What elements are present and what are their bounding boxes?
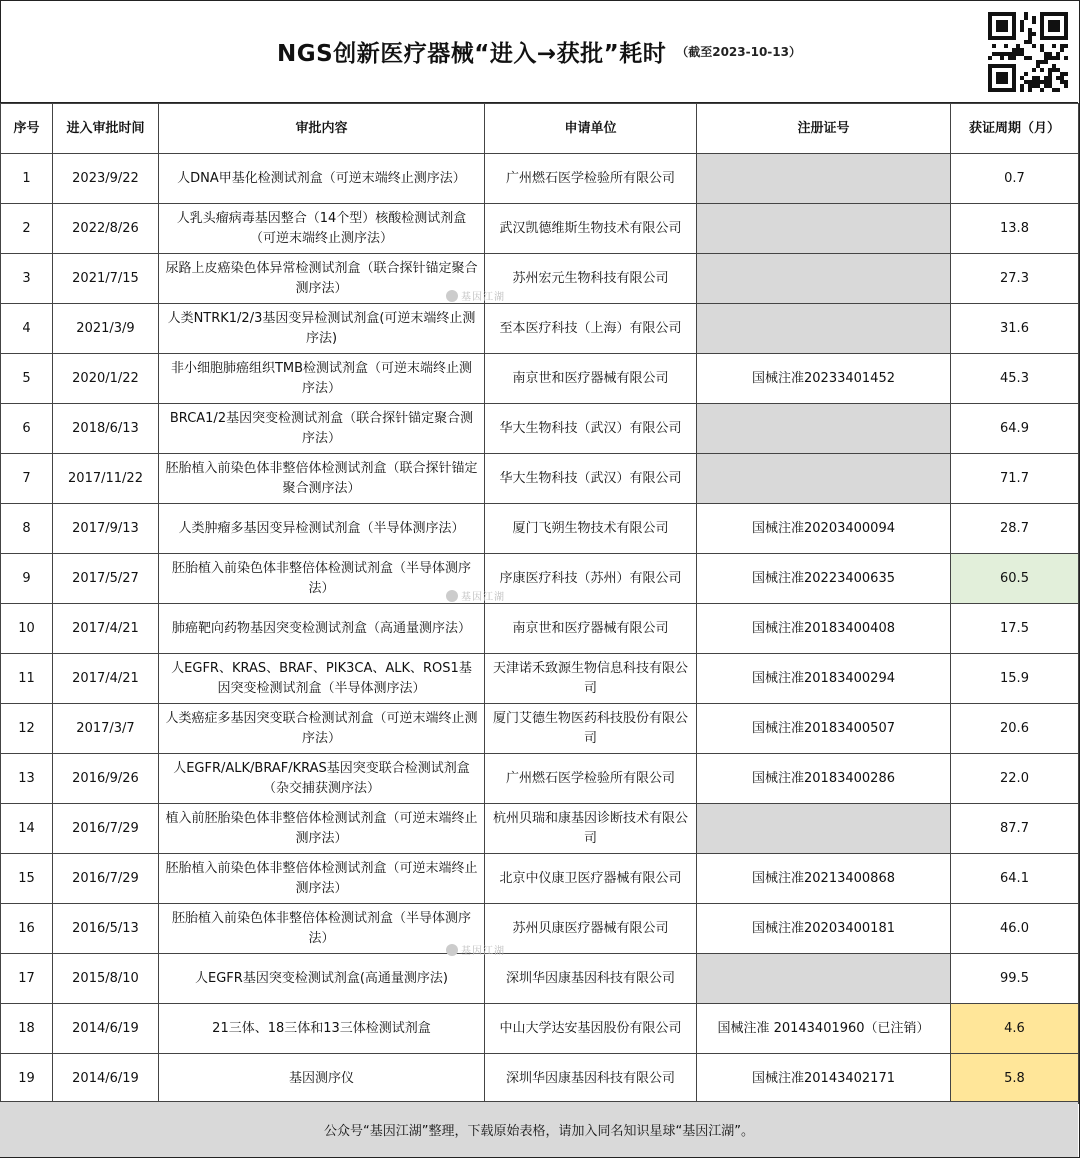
cell-no: 10 xyxy=(1,604,53,654)
cell-months: 4.6 xyxy=(951,1004,1079,1054)
cell-date: 2017/9/13 xyxy=(53,504,159,554)
title-bar xyxy=(0,0,1078,104)
table-row xyxy=(1,604,1079,654)
header-content: 审批内容 xyxy=(159,104,485,154)
cell-months: 46.0 xyxy=(951,904,1079,954)
cell-content: 植入前胚胎染色体非整倍体检测试剂盒（可逆末端终止测序法） xyxy=(159,804,485,854)
table-row xyxy=(1,904,1079,954)
cell-months: 71.7 xyxy=(951,454,1079,504)
cell-no: 11 xyxy=(1,654,53,704)
watermark-logo-icon xyxy=(446,590,458,602)
cell-reg xyxy=(697,304,951,354)
table-row xyxy=(1,554,1079,604)
cell-org: 中山大学达安基因股份有限公司 xyxy=(485,1004,697,1054)
table-row xyxy=(1,204,1079,254)
cell-months: 22.0 xyxy=(951,754,1079,804)
cell-no: 14 xyxy=(1,804,53,854)
table-row xyxy=(1,854,1079,904)
cell-content: 人EGFR、KRAS、BRAF、PIK3CA、ALK、ROS1基因突变检测试剂盒（半导体测序法） xyxy=(159,654,485,704)
cell-months: 27.3 xyxy=(951,254,1079,304)
cell-reg xyxy=(697,204,951,254)
cell-content: 胚胎植入前染色体非整倍体检测试剂盒（联合探针锚定聚合测序法） xyxy=(159,454,485,504)
cell-date: 2023/9/22 xyxy=(53,154,159,204)
cell-reg: 国械注准20183400294 xyxy=(697,654,951,704)
cell-org: 苏州宏元生物科技有限公司 xyxy=(485,254,697,304)
cell-months: 64.1 xyxy=(951,854,1079,904)
cell-reg: 国械注准20183400286 xyxy=(697,754,951,804)
table-row xyxy=(1,304,1079,354)
cell-months: 5.8 xyxy=(951,1054,1079,1104)
cell-reg: 国械注准20233401452 xyxy=(697,354,951,404)
cell-reg: 国械注准20213400868 xyxy=(697,854,951,904)
table-row xyxy=(1,504,1079,554)
cell-org: 广州燃石医学检验所有限公司 xyxy=(485,154,697,204)
cell-content: BRCA1/2基因突变检测试剂盒（联合探针锚定聚合测序法） xyxy=(159,404,485,454)
cell-no: 7 xyxy=(1,454,53,504)
cell-content: 胚胎植入前染色体非整倍体检测试剂盒（可逆末端终止测序法） xyxy=(159,854,485,904)
cell-content: 人EGFR/ALK/BRAF/KRAS基因突变联合检测试剂盒（杂交捕获测序法） xyxy=(159,754,485,804)
cell-months: 45.3 xyxy=(951,354,1079,404)
cell-content: 21三体、18三体和13三体检测试剂盒 xyxy=(159,1004,485,1054)
cell-org: 南京世和医疗器械有限公司 xyxy=(485,604,697,654)
cell-content: 肺癌靶向药物基因突变检测试剂盒（高通量测序法） xyxy=(159,604,485,654)
watermark-logo-icon xyxy=(446,944,458,956)
table-row xyxy=(1,1004,1079,1054)
cell-reg: 国械注准20183400507 xyxy=(697,704,951,754)
cell-content: 人类癌症多基因突变联合检测试剂盒（可逆末端终止测序法） xyxy=(159,704,485,754)
table-row xyxy=(1,454,1079,504)
watermark: 基因江湖 xyxy=(446,288,505,303)
cell-no: 2 xyxy=(1,204,53,254)
cell-content: 人类NTRK1/2/3基因变异检测试剂盒(可逆末端终止测序法) xyxy=(159,304,485,354)
page-title: NGS创新医疗器械“进入→获批”耗时 xyxy=(277,40,667,67)
cell-no: 6 xyxy=(1,404,53,454)
cell-date: 2016/7/29 xyxy=(53,804,159,854)
cell-org: 序康医疗科技（苏州）有限公司 xyxy=(485,554,697,604)
cell-reg xyxy=(697,154,951,204)
cell-no: 18 xyxy=(1,1004,53,1054)
header-row xyxy=(1,104,1079,154)
table-row xyxy=(1,354,1079,404)
cell-reg: 国械注准20223400635 xyxy=(697,554,951,604)
cell-date: 2014/6/19 xyxy=(53,1054,159,1104)
cell-date: 2020/1/22 xyxy=(53,354,159,404)
table-row xyxy=(1,154,1079,204)
cell-no: 3 xyxy=(1,254,53,304)
watermark: 基因江湖 xyxy=(446,588,505,603)
cell-org: 华大生物科技（武汉）有限公司 xyxy=(485,454,697,504)
cell-org: 深圳华因康基因科技有限公司 xyxy=(485,954,697,1004)
cell-reg: 国械注准20183400408 xyxy=(697,604,951,654)
cell-content: 胚胎植入前染色体非整倍体检测试剂盒（半导体测序法） xyxy=(159,554,485,604)
cell-reg xyxy=(697,404,951,454)
cell-content: 非小细胞肺癌组织TMB检测试剂盒（可逆末端终止测序法） xyxy=(159,354,485,404)
cell-org: 北京中仪康卫医疗器械有限公司 xyxy=(485,854,697,904)
cell-content: 人DNA甲基化检测试剂盒（可逆末端终止测序法） xyxy=(159,154,485,204)
title-date-note: （截至2023-10-13） xyxy=(676,44,801,59)
table-row xyxy=(1,954,1079,1004)
footer-note xyxy=(0,1101,1078,1157)
cell-org: 厦门飞朔生物技术有限公司 xyxy=(485,504,697,554)
table-row xyxy=(1,654,1079,704)
cell-date: 2016/7/29 xyxy=(53,854,159,904)
cell-no: 15 xyxy=(1,854,53,904)
cell-content: 尿路上皮癌染色体异常检测试剂盒（联合探针锚定聚合测序法） xyxy=(159,254,485,304)
cell-org: 深圳华因康基因科技有限公司 xyxy=(485,1054,697,1104)
header-months: 获证周期（月） xyxy=(951,104,1079,154)
cell-org: 苏州贝康医疗器械有限公司 xyxy=(485,904,697,954)
cell-date: 2017/3/7 xyxy=(53,704,159,754)
cell-no: 13 xyxy=(1,754,53,804)
cell-org: 华大生物科技（武汉）有限公司 xyxy=(485,404,697,454)
cell-content: 人类肿瘤多基因变异检测试剂盒（半导体测序法） xyxy=(159,504,485,554)
cell-reg: 国械注准20203400094 xyxy=(697,504,951,554)
cell-months: 17.5 xyxy=(951,604,1079,654)
cell-date: 2017/4/21 xyxy=(53,604,159,654)
cell-date: 2017/11/22 xyxy=(53,454,159,504)
cell-reg xyxy=(697,254,951,304)
cell-reg xyxy=(697,804,951,854)
cell-date: 2015/8/10 xyxy=(53,954,159,1004)
header-no: 序号 xyxy=(1,104,53,154)
cell-months: 15.9 xyxy=(951,654,1079,704)
table-row xyxy=(1,254,1079,304)
cell-org: 武汉凯德维斯生物技术有限公司 xyxy=(485,204,697,254)
cell-org: 广州燃石医学检验所有限公司 xyxy=(485,754,697,804)
cell-org: 杭州贝瑞和康基因诊断技术有限公司 xyxy=(485,804,697,854)
cell-content: 基因测序仪 xyxy=(159,1054,485,1104)
cell-no: 1 xyxy=(1,154,53,204)
cell-date: 2018/6/13 xyxy=(53,404,159,454)
cell-months: 0.7 xyxy=(951,154,1079,204)
approval-table xyxy=(0,103,1079,1104)
cell-no: 12 xyxy=(1,704,53,754)
cell-date: 2014/6/19 xyxy=(53,1004,159,1054)
cell-no: 16 xyxy=(1,904,53,954)
watermark: 基因江湖 xyxy=(446,942,505,957)
cell-date: 2021/7/15 xyxy=(53,254,159,304)
table-row xyxy=(1,1054,1079,1104)
cell-date: 2017/4/21 xyxy=(53,654,159,704)
header-reg: 注册证号 xyxy=(697,104,951,154)
cell-no: 17 xyxy=(1,954,53,1004)
table-row xyxy=(1,704,1079,754)
cell-months: 28.7 xyxy=(951,504,1079,554)
cell-date: 2022/8/26 xyxy=(53,204,159,254)
cell-reg: 国械注准 20143401960（已注销） xyxy=(697,1004,951,1054)
watermark-logo-icon xyxy=(446,290,458,302)
cell-no: 9 xyxy=(1,554,53,604)
header-date: 进入审批时间 xyxy=(53,104,159,154)
cell-months: 31.6 xyxy=(951,304,1079,354)
cell-no: 19 xyxy=(1,1054,53,1104)
cell-months: 20.6 xyxy=(951,704,1079,754)
cell-months: 64.9 xyxy=(951,404,1079,454)
cell-date: 2017/5/27 xyxy=(53,554,159,604)
cell-org: 至本医疗科技（上海）有限公司 xyxy=(485,304,697,354)
cell-months: 99.5 xyxy=(951,954,1079,1004)
table-row xyxy=(1,404,1079,454)
cell-date: 2021/3/9 xyxy=(53,304,159,354)
cell-org: 厦门艾德生物医药科技股份有限公司 xyxy=(485,704,697,754)
cell-reg xyxy=(697,454,951,504)
cell-reg: 国械注准20143402171 xyxy=(697,1054,951,1104)
cell-org: 南京世和医疗器械有限公司 xyxy=(485,354,697,404)
cell-months: 87.7 xyxy=(951,804,1079,854)
cell-months: 13.8 xyxy=(951,204,1079,254)
qr-code-icon[interactable] xyxy=(988,12,1068,92)
cell-date: 2016/9/26 xyxy=(53,754,159,804)
cell-months: 60.5 xyxy=(951,554,1079,604)
cell-reg xyxy=(697,954,951,1004)
footer-text: 公众号“基因江湖”整理，下载原始表格，请加入同名知识星球“基因江湖”。 xyxy=(324,1124,754,1139)
table-row xyxy=(1,754,1079,804)
cell-no: 5 xyxy=(1,354,53,404)
cell-content: 人乳头瘤病毒基因整合（14个型）核酸检测试剂盒（可逆末端终止测序法） xyxy=(159,204,485,254)
table-row xyxy=(1,804,1079,854)
cell-content: 人EGFR基因突变检测试剂盒(高通量测序法) xyxy=(159,954,485,1004)
cell-content: 胚胎植入前染色体非整倍体检测试剂盒（半导体测序法） xyxy=(159,904,485,954)
cell-date: 2016/5/13 xyxy=(53,904,159,954)
cell-org: 天津诺禾致源生物信息科技有限公司 xyxy=(485,654,697,704)
header-org: 申请单位 xyxy=(485,104,697,154)
cell-no: 4 xyxy=(1,304,53,354)
cell-reg: 国械注准20203400181 xyxy=(697,904,951,954)
cell-no: 8 xyxy=(1,504,53,554)
